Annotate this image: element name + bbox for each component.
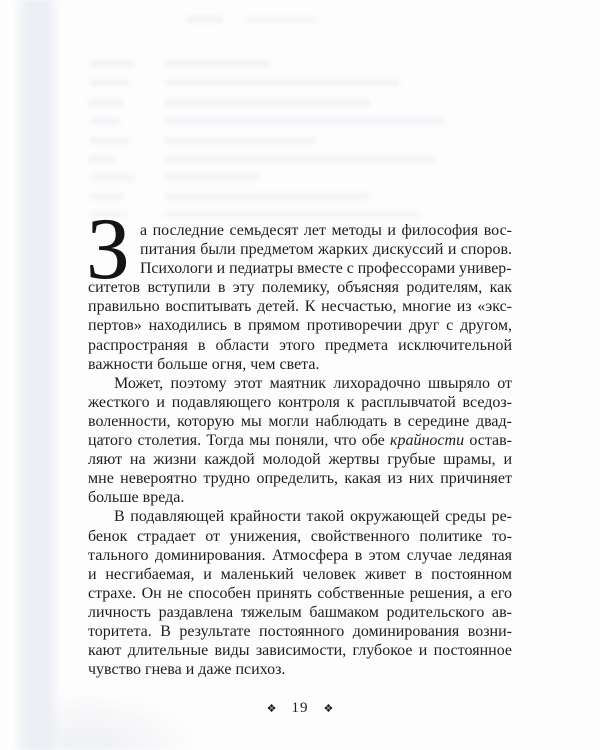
text-line: распространяя в области этого предмета исключительной [88,336,512,354]
bleed-line [165,174,260,181]
bleed-line [88,156,116,163]
text-segment: остав- [464,432,513,450]
paragraph-2 [88,374,512,508]
scan-corner-shade [40,690,200,750]
text-line: чувство гнева и даже психоз. [88,661,286,679]
text-line: пертов» находились в прямом противоречии друг с другом, [88,317,512,335]
drop-cap-letter: З [86,201,131,298]
bleed-line [165,99,370,106]
italic-word: крайности [390,432,465,450]
text-line: торитета. В результате постоянного доминирования возни- [88,622,512,640]
drop-cap [86,201,140,298]
text-line: а последние семьдесят лет методы и философия вос- [140,222,512,239]
bleed-line [165,60,270,67]
text-line: тального доминирования. Атмосфера в этом случае ледяная [88,546,512,564]
bleed-line [90,174,135,181]
bleed-line [247,16,317,23]
bleed-line [165,211,420,218]
page-text-block [86,201,513,679]
bleed-line [90,118,120,125]
text-line: важности больше огня, чем света. [88,355,320,373]
paragraph-3 [88,507,512,679]
scan-edge-shadow [13,0,61,750]
text-line: больше вреда. [88,489,185,507]
text-line: страхе. Он не способен принять собственные решения, а его [88,584,512,602]
text-line: правильно воспитывать детей. К несчастью, многие из «экс- [88,298,512,316]
text-line: воленности, которую мы могли наблюдать в середине двад- [88,412,512,430]
text-line: личность раздавлена тяжелым башмаком родительского ав- [88,603,512,621]
text-line: бенок страдает от унижения, свойственного политике то- [88,527,512,545]
bleed-line [90,60,135,67]
bleed-line [165,156,435,163]
text-line: питания были предметом жарких дискуссий и споров. [140,241,512,259]
bleed-line [187,16,223,23]
bleed-line [165,193,370,200]
text-line: Может, поэтому этот маятник лихорадочно швыряло от [114,374,512,392]
diamond-ornament-icon: ❖ [323,702,334,715]
text-line: ситетов вступили в эту полемику, объясняя родителям, как [88,279,512,297]
text-line: Психологи и педиатры вместе с профессорами универ- [140,260,512,278]
text-line: ляют на жизни каждой молодой жертвы грубые шрамы, и [88,451,512,469]
text-line: и несгибаемая, и маленький человек живет в постоянном [88,565,512,583]
page-footer [88,701,512,716]
text-line: жесткого и подавляющего контроля к расплывчатой вседоз- [88,393,512,411]
bleed-line [165,118,445,125]
text-segment: цатого столетия. Тогда мы поняли, что обе [88,432,390,450]
text-line: кают длительные виды зависимости, глубокое и постоянное [88,642,512,660]
bleed-line [90,137,130,144]
bleed-line [90,193,125,200]
text-line: мне невероятно трудно определить, какая из них причиняет [88,470,512,488]
text-line [88,431,512,450]
diamond-ornament-icon: ❖ [266,702,277,715]
bleed-line [88,99,123,106]
paragraph-1 [86,201,512,374]
bleed-line [90,79,130,86]
text-line: В подавляющей крайности такой окружающей среды ре- [114,508,512,526]
bleed-line [165,79,400,86]
bleed-line [165,137,315,144]
page-number: 19 [291,700,309,716]
